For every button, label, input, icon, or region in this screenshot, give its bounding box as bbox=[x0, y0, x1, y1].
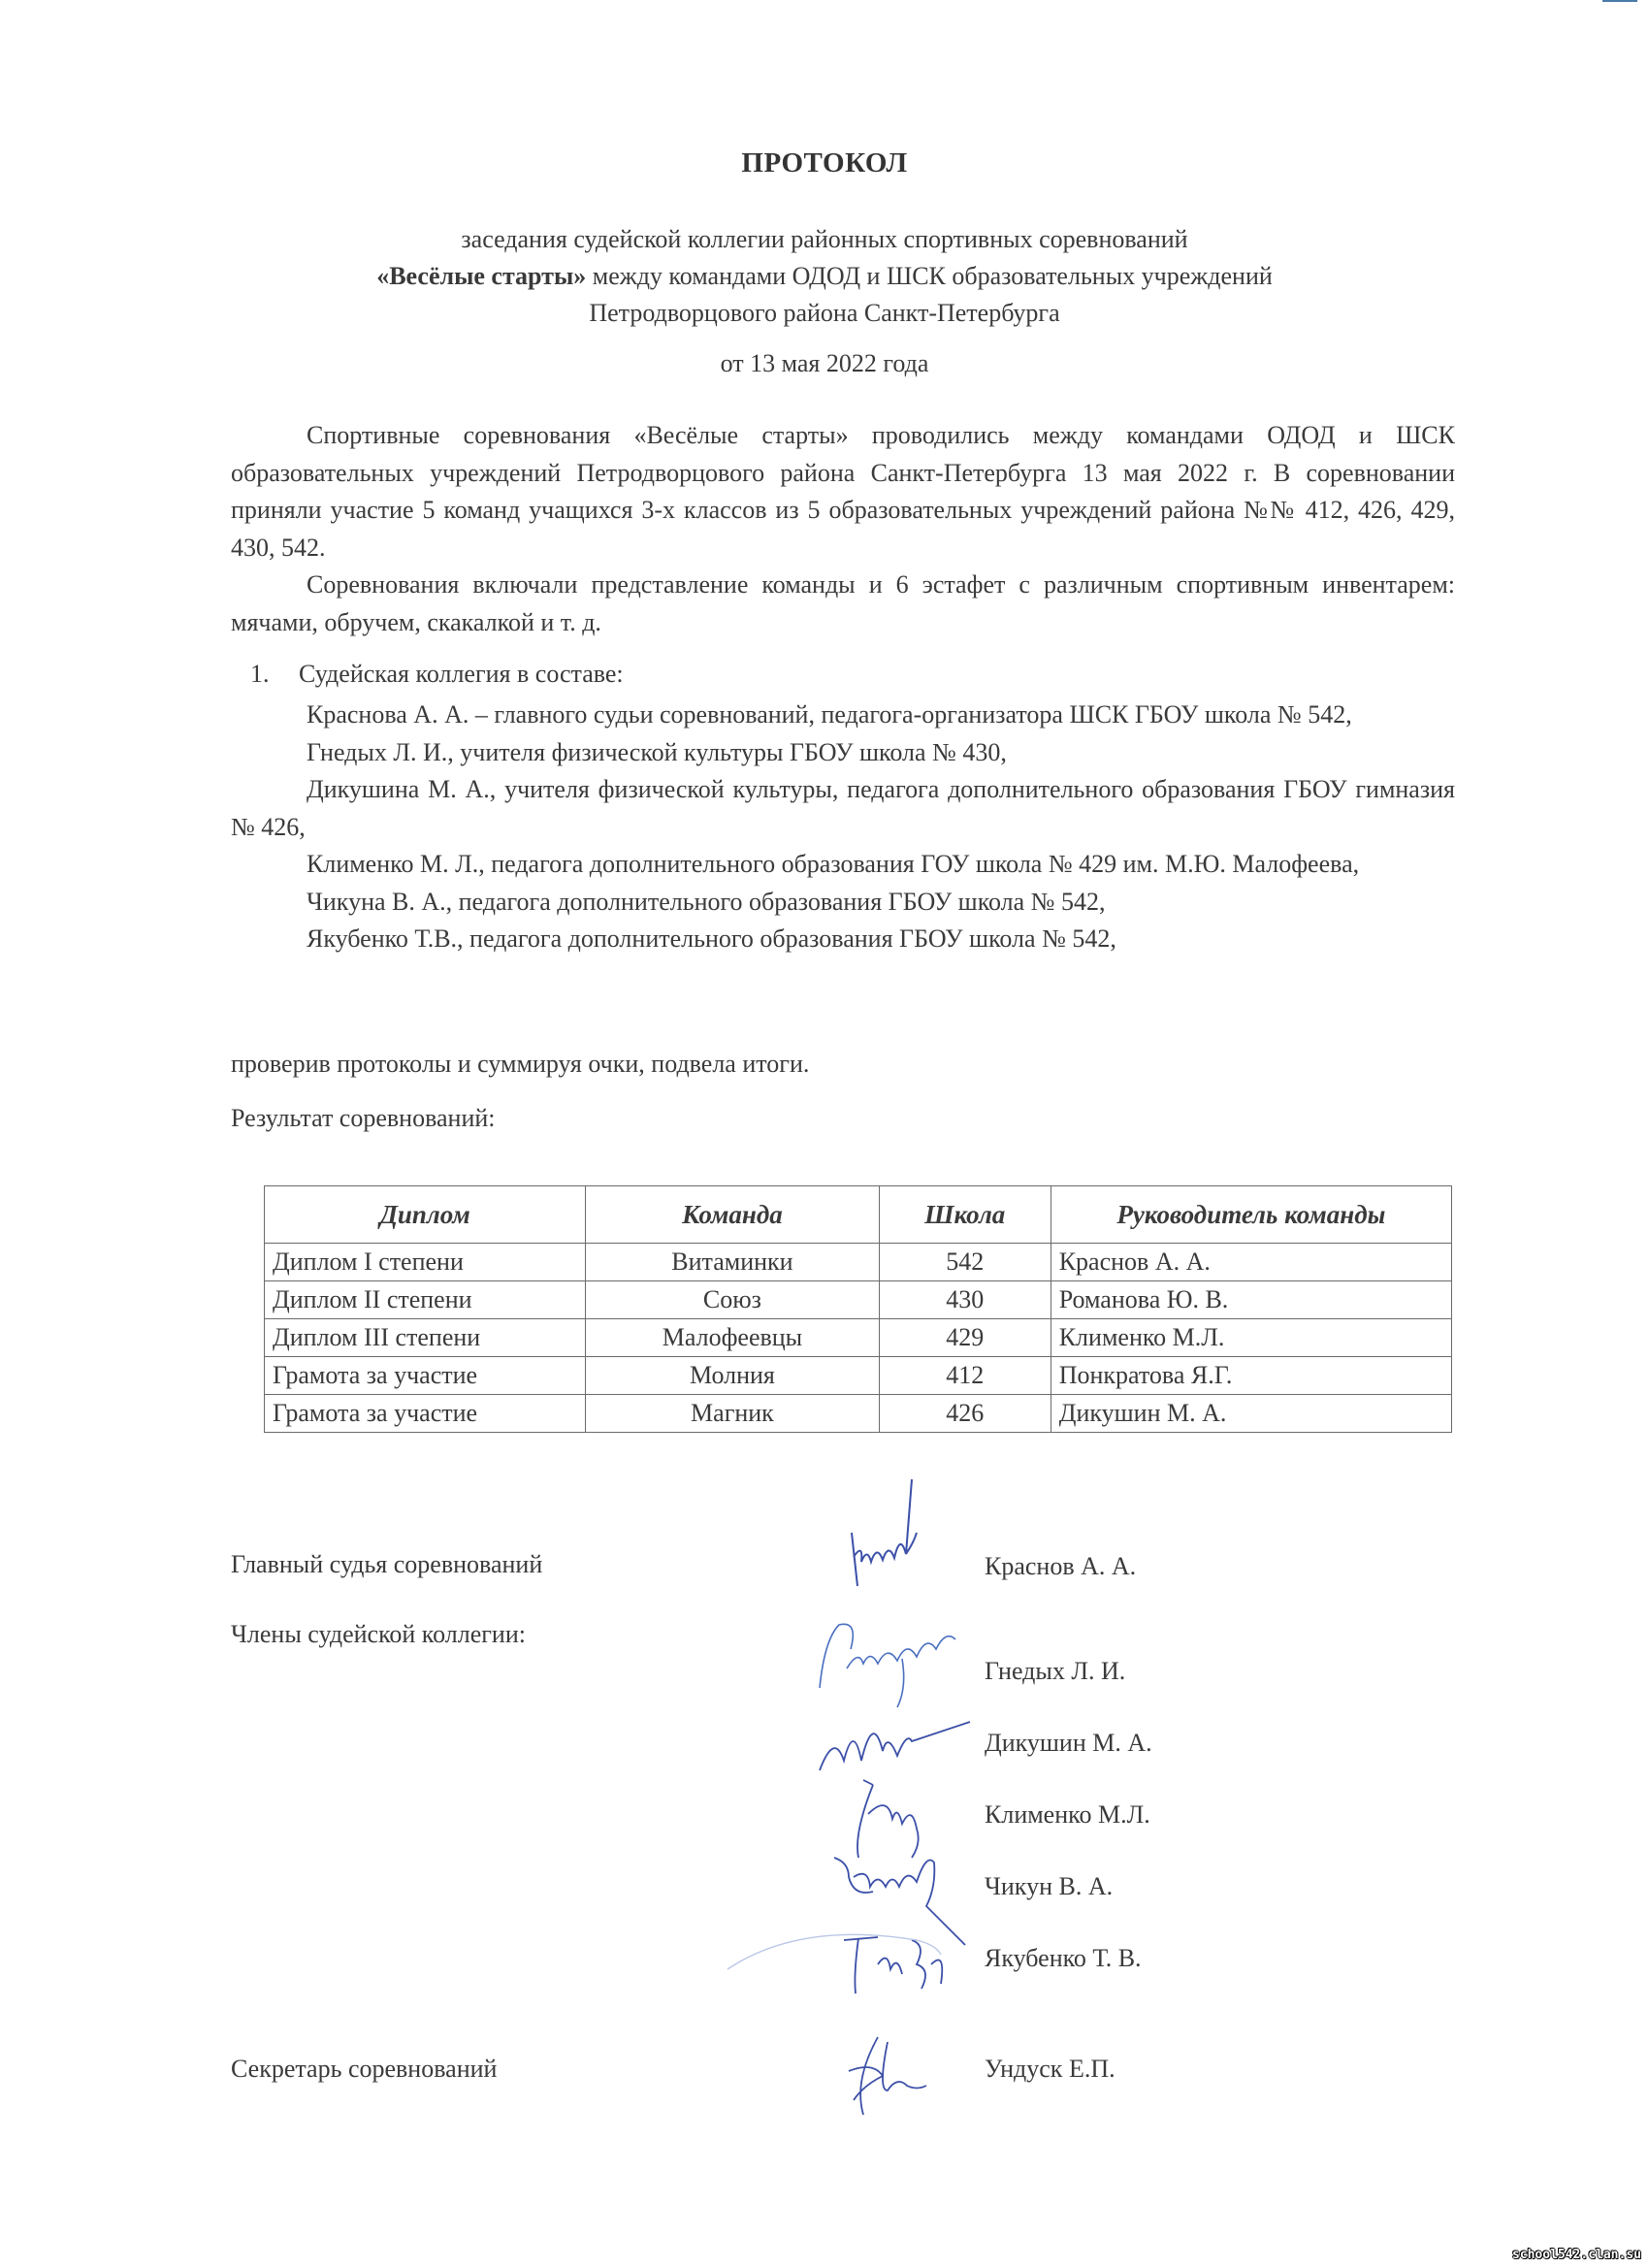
award-cell: Диплом II степени bbox=[265, 1281, 586, 1319]
list-number: 1. bbox=[250, 660, 270, 688]
member-signature bbox=[815, 1702, 980, 1785]
judge-item: Клименко М. Л., педагога дополнительного образования ГОУ школа № 429 им. М.Ю. Малофеева, bbox=[307, 850, 1360, 878]
document-date: от 13 мая 2022 года bbox=[720, 349, 929, 377]
school-cell: 426 bbox=[879, 1395, 1051, 1433]
column-header: Диплом bbox=[265, 1186, 586, 1244]
column-header: Школа bbox=[879, 1186, 1051, 1244]
school-cell: 430 bbox=[879, 1281, 1051, 1319]
scan-edge-mark bbox=[1602, 0, 1637, 2]
judges-list bbox=[231, 697, 1455, 958]
member-name: Гнедых Л. И. bbox=[985, 1657, 1126, 1685]
chief-judge-signature bbox=[824, 1465, 951, 1605]
column-header: Руководитель команды bbox=[1051, 1186, 1451, 1244]
results-table bbox=[264, 1185, 1452, 1433]
subtitle-line-1: заседания судейской коллегии районных спортивных соревнований bbox=[461, 225, 1188, 253]
coach-cell: Романова Ю. В. bbox=[1051, 1281, 1451, 1319]
table-row bbox=[265, 1319, 1452, 1357]
judge-item: Краснова А. А. – главного судьи соревнований, педагога-организатора ШСК ГБОУ школа № 542, bbox=[307, 700, 1352, 729]
coach-cell: Краснов А. А. bbox=[1051, 1244, 1451, 1281]
table-header-row bbox=[265, 1186, 1452, 1244]
results-label: Результат соревнований: bbox=[231, 1104, 496, 1132]
paragraph: Соревнования включали представление команды и 6 эстафет с различным спортивным инвентарем: мячами, обручем, скакалкой и т. д. bbox=[231, 570, 1455, 636]
judges-list-heading: 1. Судейская коллегия в составе: bbox=[250, 660, 624, 688]
site-watermark: school542.clan.su bbox=[1511, 2248, 1641, 2262]
school-cell: 412 bbox=[879, 1357, 1051, 1395]
subtitle-line-2: «Весёлые старты» между командами ОДОД и ШСК образовательных учреждений bbox=[376, 262, 1273, 290]
team-cell: Витаминки bbox=[586, 1244, 879, 1281]
secretary-signature bbox=[834, 2032, 941, 2124]
coach-cell: Клименко М.Л. bbox=[1051, 1319, 1451, 1357]
secretary-label: Секретарь соревнований bbox=[231, 2055, 498, 2083]
paragraph: Спортивные соревнования «Весёлые старты» проводились между командами ОДОД и ШСК образовательных учреждений Петродворцового района Санкт-Петербурга 13 мая 2022 г. В соревновании приняли участие 5 команд учащихся 3-х классов из 5 образовательных учреждений района №№ 412, 426, 429, 430, 542. bbox=[231, 421, 1455, 562]
pen-stroke-mark bbox=[723, 1916, 946, 1979]
award-cell: Диплом I степени bbox=[265, 1244, 586, 1281]
award-cell: Грамота за участие bbox=[265, 1395, 586, 1433]
document-title: ПРОТОКОЛ bbox=[741, 147, 908, 178]
award-cell: Грамота за участие bbox=[265, 1357, 586, 1395]
judge-item: Гнедых Л. И., учителя физической культуры ГБОУ школа № 430, bbox=[307, 737, 1007, 766]
document-subtitle bbox=[0, 221, 1649, 332]
secretary-name: Ундуск Е.П. bbox=[985, 2055, 1116, 2083]
school-cell: 542 bbox=[879, 1244, 1051, 1281]
table-row bbox=[265, 1357, 1452, 1395]
column-header: Команда bbox=[586, 1186, 879, 1244]
members-label: Члены судейской коллегии: bbox=[231, 1620, 526, 1648]
intro-text bbox=[231, 417, 1455, 641]
chief-judge-name: Краснов А. А. bbox=[985, 1552, 1137, 1580]
coach-cell: Дикушин М. А. bbox=[1051, 1395, 1451, 1433]
coach-cell: Понкратова Я.Г. bbox=[1051, 1357, 1451, 1395]
table-row bbox=[265, 1281, 1452, 1319]
member-name: Дикушин М. А. bbox=[985, 1729, 1152, 1757]
summary-text: проверив протоколы и суммируя очки, подвела итоги. bbox=[231, 1050, 810, 1078]
award-cell: Диплом III степени bbox=[265, 1319, 586, 1357]
school-cell: 429 bbox=[879, 1319, 1051, 1357]
team-cell: Союз bbox=[586, 1281, 879, 1319]
team-cell: Молния bbox=[586, 1357, 879, 1395]
team-cell: Малофеевцы bbox=[586, 1319, 879, 1357]
chief-judge-label: Главный судья соревнований bbox=[231, 1550, 543, 1578]
judge-item: Дикушина М. А., учителя физической культуры, педагога дополнительного образования ГБОУ гимназия № 426, bbox=[231, 775, 1455, 841]
table-row bbox=[265, 1395, 1452, 1433]
member-name: Чикун В. А. bbox=[985, 1872, 1114, 1900]
table-row bbox=[265, 1244, 1452, 1281]
event-name: «Весёлые старты» bbox=[376, 262, 587, 290]
member-name: Клименко М.Л. bbox=[985, 1800, 1150, 1829]
judge-item: Якубенко Т.В., педагога дополнительного образования ГБОУ школа № 542, bbox=[307, 924, 1116, 953]
member-name: Якубенко Т. В. bbox=[985, 1944, 1142, 1972]
subtitle-line-3: Петродворцового района Санкт-Петербурга bbox=[589, 299, 1060, 327]
judge-item: Чикуна В. А., педагога дополнительного образования ГБОУ школа № 542, bbox=[307, 887, 1106, 916]
team-cell: Магник bbox=[586, 1395, 879, 1433]
